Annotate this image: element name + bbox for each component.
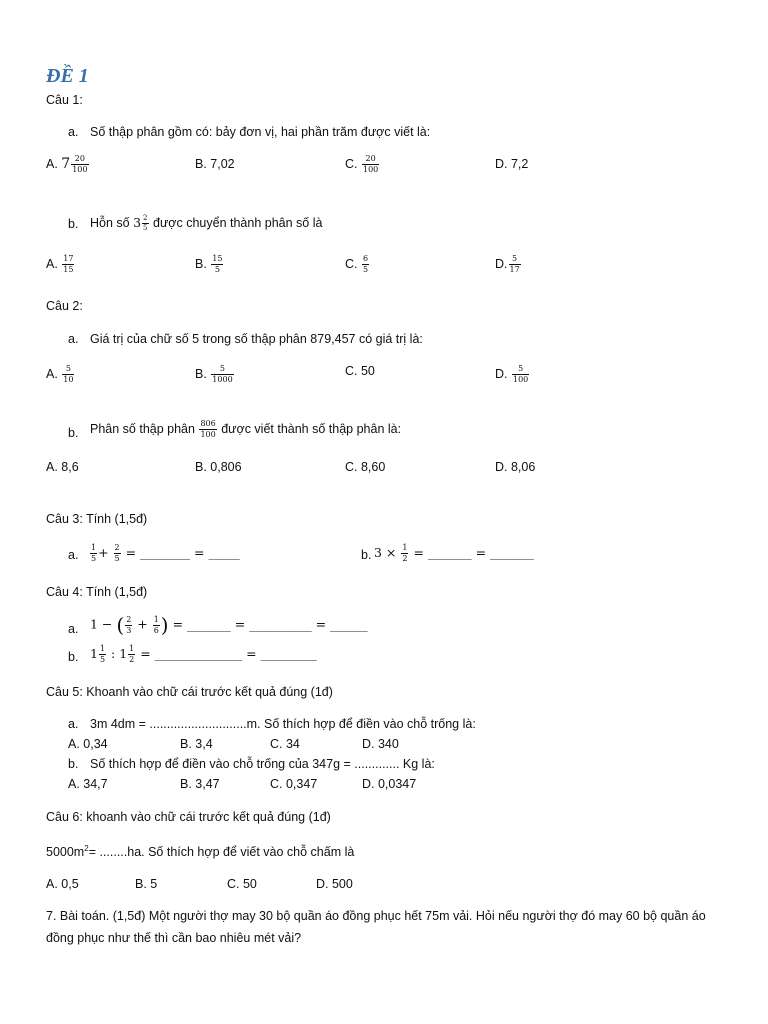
question-3-label: Câu 3: Tính (1,5đ) (46, 512, 148, 526)
q3b-letter: b. (361, 548, 372, 562)
q6-statement: $5000m^2= ........ha$. Số thích hợp để viết vào chỗ chấm là (46, 844, 355, 859)
q1a-option-a (46, 155, 90, 174)
q2b-text: Phân số thập phân $\frac{806}{100}$ được viết thành số thập phân là: (90, 419, 402, 439)
problem-7-line-2: đồng phục như thế thì cần bao nhiêu mét vải? (46, 931, 302, 945)
q1a-option-c: C. $\frac{20}{100}$ (345, 154, 379, 174)
q2b-letter: b. (68, 426, 79, 440)
option-letter: A. (46, 156, 58, 171)
fraction: $\frac{20}{100}$ (362, 154, 379, 174)
q2b-option-c: C. 8,60 (345, 460, 386, 474)
q6-option-c: C. 50 (227, 877, 257, 891)
q5b-option-a: A. 34,7 (68, 777, 108, 791)
q6-option-d: D. 500 (316, 877, 353, 891)
page-title: ĐỀ 1 (46, 65, 89, 87)
q3a-letter: a. (68, 548, 79, 562)
q4a-letter: a. (68, 622, 79, 636)
q1b-option-b: B. $\frac{15}{5}$ (195, 254, 223, 274)
q2a-option-b: B. $\frac{5}{1000}$ (195, 364, 233, 384)
question-6-label: Câu 6: khoanh vào chữ cái trước kết quả đúng (1đ) (46, 810, 331, 824)
question-1-label: Câu 1: (46, 93, 83, 107)
problem-7-line-1: 7. Bài toán. (1,5đ) Một người thợ may 30 bộ quần áo đồng phục hết 75m vải. Hỏi nếu người thợ đó may 60 bộ quần áo (46, 909, 706, 923)
whole-part: 7 (61, 155, 71, 172)
q5a-option-d: D. 340 (362, 737, 399, 751)
q1b-option-a: A. $\frac{17}{15}$ (46, 254, 74, 274)
question-4-label: Câu 4: Tính (1,5đ) (46, 585, 148, 599)
q5a-letter: a. (68, 717, 79, 731)
fraction: $\frac{20}{100}$ (72, 154, 88, 174)
q2b-option-a: A. 8,6 (46, 460, 79, 474)
q2b-option-d: D. 8,06 (495, 460, 536, 474)
q2a-option-a: A. $\frac{5}{10}$ (46, 364, 74, 384)
q2a-option-c: C. 50 (345, 364, 375, 378)
q1b-option-d: D. $\frac{5}{17}$ (495, 254, 520, 274)
q1b-option-c: C. $\frac{6}{5}$ (345, 254, 369, 274)
q1a-letter: a. (68, 125, 79, 139)
q2a-option-d: D. $\frac{5}{100}$ (495, 364, 529, 384)
q1a-option-d: D. 7,2 (495, 157, 529, 171)
q2a-letter: a. (68, 332, 79, 346)
q6-option-b: B. 5 (135, 877, 158, 891)
q4b-expression: 1 $\frac{1}{5}$ : 1 $\frac{1}{2}$ = ______________ = _________ (90, 644, 317, 664)
q1a-option-b: B. 7,02 (195, 157, 235, 171)
q1b-text: Hỗn số 3 $\frac{2}{5}$ được chuyển thành phân số là (90, 214, 323, 232)
q4b-letter: b. (68, 650, 79, 664)
q5a-option-a: A. 0,34 (68, 737, 108, 751)
q5a-option-b: B. 3,4 (180, 737, 213, 751)
q5b-letter: b. (68, 757, 79, 771)
q5a-option-c: C. 34 (270, 737, 300, 751)
q4a-expression: 1 − ( $\frac{2}{3}$ + $\frac{1}{6}$ ) = _______ = __________ = ______ (90, 613, 368, 637)
q5a-text: 3m 4dm = ............................m. Số thích hợp để điền vào chỗ trống là: (90, 717, 476, 731)
q3b-expression: 3 × $\frac{1}{2}$ = _______ = _______ (374, 543, 534, 563)
q6-option-a: A. 0,5 (46, 877, 79, 891)
q2b-option-b: B. 0,806 (195, 460, 242, 474)
q3a-expression: $\frac{1}{5}$ + $\frac{2}{5}$ = ________ = _____ (91, 543, 240, 563)
q1a-text: Số thập phân gồm có: bảy đơn vị, hai phần trăm được viết là: (90, 125, 431, 139)
q2a-text: Giá trị của chữ số 5 trong số thập phân 879,457 có giá trị là: (90, 332, 423, 346)
q1b-letter: b. (68, 217, 79, 231)
q5b-option-b: B. 3,47 (180, 777, 220, 791)
question-2-label: Câu 2: (46, 299, 83, 313)
q5b-text: Số thích hợp để điền vào chỗ trống của 347g = ............. Kg là: (90, 757, 435, 771)
question-5-label: Câu 5: Khoanh vào chữ cái trước kết quả đúng (1đ) (46, 685, 333, 699)
q5b-option-c: C. 0,347 (270, 777, 318, 791)
q5b-option-d: D. 0,0347 (362, 777, 417, 791)
